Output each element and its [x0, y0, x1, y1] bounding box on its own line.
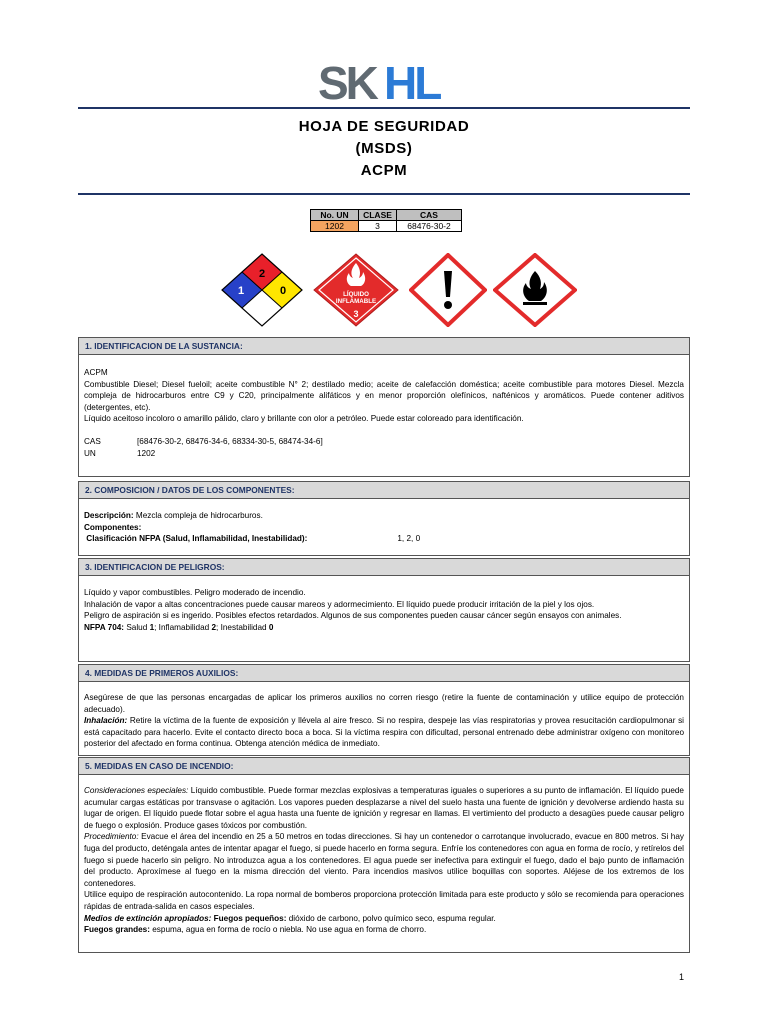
- small-fires-text: dióxido de carbono, polvo químico seco, espuma regular.: [288, 913, 496, 923]
- un-value: 1202: [311, 221, 359, 232]
- section-identificacion: [78, 337, 690, 477]
- hazard-aspiration: Peligro de aspiración si es ingerido. Posibles efectos retardados. Algunos de sus componentes pueden causar cáncer según ensayos con animales.: [84, 611, 622, 621]
- substance-synonyms: Combustible Diesel; Diesel fueloil; aceite combustible N° 2; destilado medio; aceite de calefacción doméstica; aceite combustible para motores Diesel. Mezcla compleja de hidrocarburos entre C9 y C20, principalmente alifáticos y en menor proporción olefínicos, nafténicos y aromáticos. Puede contener aditivos (detergentes, etc).: [84, 379, 684, 412]
- section-incendio: [78, 757, 690, 953]
- large-fires-text: espuma, agua en forma de rocío o niebla. No use agua en forma de chorro.: [152, 925, 427, 935]
- components-label: Componentes:: [84, 522, 142, 532]
- logo-text-blue: HL: [384, 58, 440, 106]
- special-considerations-text: Líquido combustible. Puede formar mezclas explosivas a temperaturas iguales o superiores a su punto de inflamación. El líquido puede acumular cargas estáticas por transvase o agitación. Los vapores pueden desplazarse a nivel del suelo hasta una fuente de ignición y devolverse ardiendo hasta su lugar de origen. El líquido puede flotar sobre el agua hasta una fuente de ignición y regresar en llamas. El vertimiento del producto a desagües puede causar peligro de fuego o explosión. Produce gases tóxicos por combustión.: [84, 786, 684, 830]
- section-1-header: 1. IDENTIFICACION DE LA SUSTANCIA:: [79, 338, 689, 355]
- respiratory-equipment-text: Utilice equipo de respiración autocontenido. La ropa normal de bomberos proporciona protección limitada para este producto y sólo se recomienda para operaciones rápidas de entrada-salida en casos especiales.: [84, 890, 684, 911]
- cas-value: 68476-30-2: [397, 221, 462, 232]
- extinguishing-media-label: Medios de extinción apropiados:: [84, 913, 212, 923]
- nfpa704-salud-value: 1: [149, 622, 155, 632]
- nfpa-diamond-icon: [221, 253, 303, 327]
- dot-label-class: 3: [353, 309, 359, 319]
- procedure-text: Evacue el área del incendio en 25 a 50 metros en todas direcciones. Si hay un contenedor o carrotanque involucrado, evacue en 800 metros. Si hay fuga del producto, deténgala antes de intentar apagar el fuego, si puede hacerlo en forma segura. Enfríe los contenedores con agua en forma de rocío, y retírelos del fuego si puede hacerlo sin peligro. No introduzca agua a los contenedores. El agua puede ser inefectiva para extinguir el fuego, dado el bajo punto de inflamación del producto. Aproxímese al fuego en la misma dirección del viento. Para incendios masivos utilice boquillas con soportes. Aléjese de los extremos de los contenedores.: [84, 832, 685, 888]
- section-5-header: 5. MEDIDAS EN CASO DE INCENDIO:: [79, 758, 689, 775]
- class-value: 3: [359, 221, 397, 232]
- flame-icon: [493, 253, 577, 327]
- class-header: CLASE: [359, 210, 397, 221]
- section-composicion: [78, 481, 690, 556]
- un-class-cas-table: [310, 209, 462, 232]
- nfpa704-salud-text: Salud: [126, 622, 148, 632]
- section-primeros-auxilios: [78, 664, 690, 756]
- inhalation-text: Retire la víctima de la fuente de exposición y llévela al aire fresco. Si no respira, despeje las vías respiratorias y provea resucitación cardiopulmonar si está capacitado para hacerlo. Evite el contacto directo boca a boca. Si la víctima respira con dificultad, personal entrenado debe administrar oxígeno con monitoreo posterior del afectado en forma continua. Obtenga atención médica de inmediato.: [84, 716, 684, 749]
- document-title: HOJA DE SEGURIDAD: [298, 118, 470, 135]
- product-name: ACPM: [360, 162, 408, 179]
- section-3-header: 3. IDENTIFICACION DE PELIGROS:: [79, 559, 689, 576]
- dot-label-line2: INFLAMABLE: [335, 298, 377, 305]
- description-value: Mezcla compleja de hidrocarburos.: [135, 511, 263, 520]
- hazard-fire: Líquido y vapor combustibles. Peligro moderado de incendio.: [84, 588, 306, 597]
- substance-name: ACPM: [84, 368, 108, 377]
- header-divider-top: [78, 107, 690, 109]
- cas-label: CAS: [84, 436, 101, 446]
- nfpa704-inest-text: ; Inestabilidad: [216, 622, 267, 632]
- un-number: 1202: [137, 448, 156, 458]
- description-label: Descripción:: [84, 511, 134, 520]
- logo-text-dark: SK: [318, 58, 376, 106]
- skhl-logo: [318, 58, 450, 106]
- un-label: UN: [84, 448, 96, 458]
- cas-header: CAS: [397, 210, 462, 221]
- small-fires-label: Fuegos pequeños:: [213, 913, 287, 923]
- nfpa704-inflam-text: ; Inflamabilidad: [154, 622, 210, 632]
- nfpa-classification-value: 1, 2, 0: [397, 534, 421, 544]
- hazard-inhalation: Inhalación de vapor a altas concentraciones puede causar mareos y adormecimiento. El líquido puede producir irritación de la piel y los ojos.: [84, 599, 595, 609]
- nfpa704-label: NFPA 704:: [84, 622, 125, 632]
- nfpa704-inflam-value: 2: [211, 622, 217, 632]
- large-fires-label: Fuegos grandes:: [84, 925, 150, 935]
- procedure-label: Procedimiento:: [84, 832, 139, 842]
- section-2-header: 2. COMPOSICION / DATOS DE LOS COMPONENTES:: [79, 482, 689, 499]
- cas-numbers: [68476-30-2, 68476-34-6, 68334-30-5, 68474-34-6]: [137, 436, 323, 446]
- document-subtitle: (MSDS): [355, 140, 413, 157]
- substance-description: Líquido aceitoso incoloro o amarillo pálido, claro y brillante con olor a petróleo. Puede estar coloreado para identificación.: [84, 414, 524, 424]
- header-divider-bottom: [78, 193, 690, 195]
- nfpa704-inest-value: 0: [268, 622, 274, 632]
- nfpa-instability: 0: [279, 285, 287, 297]
- exclamation-mark-icon: [409, 253, 487, 327]
- nfpa-health: 1: [237, 285, 245, 297]
- nfpa-classification-label: Clasificación NFPA (Salud, Inflamabilidad, Inestabilidad):: [86, 534, 308, 544]
- flammable-liquid-label-icon: [313, 253, 399, 327]
- un-header: No. UN: [311, 210, 359, 221]
- section-4-header: 4. MEDIDAS DE PRIMEROS AUXILIOS:: [79, 665, 689, 682]
- special-considerations-label: Consideraciones especiales:: [84, 786, 189, 795]
- section-peligros: [78, 558, 690, 662]
- first-aid-general: Asegúrese de que las personas encargadas de aplicar los primeros auxilios no corren riesgo (retire la fuente de contaminación y utilice equipo de protección adecuado).: [84, 693, 684, 714]
- page-number: 1: [678, 972, 684, 982]
- nfpa-flammability: 2: [258, 268, 266, 280]
- inhalation-label: Inhalación:: [84, 716, 128, 726]
- dot-label-line1: LÍQUIDO: [343, 291, 369, 298]
